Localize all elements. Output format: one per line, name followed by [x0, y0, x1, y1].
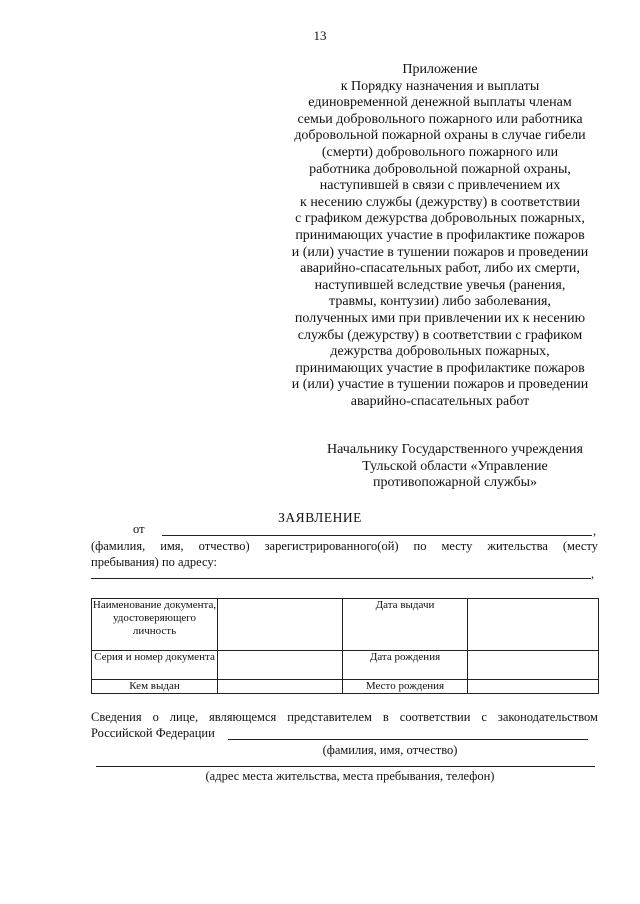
doc-series-label: Серия и номер документа: [92, 651, 218, 680]
birth-place-label: Место рождения: [343, 680, 468, 694]
caption-word: в: [382, 710, 389, 724]
caption-word: имя,: [160, 539, 184, 553]
applicant-address-line[interactable]: [91, 578, 591, 579]
appendix-line: наступившей вследствие увечья (ранения,: [314, 277, 566, 293]
applicant-caption: [91, 539, 598, 554]
addressee-line: Тульской области «Управление: [362, 458, 548, 474]
caption-word: представителем: [287, 710, 372, 724]
appendix-line: с графиком дежурства добровольных пожарных,: [295, 211, 585, 227]
appendix-line: принимающих участие в профилактике пожаров: [295, 227, 585, 243]
appendix-line: полученных ими при привлечении их к несению: [294, 310, 586, 326]
birth-place-value[interactable]: [468, 680, 599, 694]
appendix-line: семьи добровольного пожарного или работника: [297, 111, 583, 127]
appendix-line: аварийно-спасательных работ, либо их смерти,: [300, 261, 580, 277]
caption-word: лице,: [169, 710, 199, 724]
caption-word: зарегистрированного(ой): [264, 539, 399, 553]
representative-country-label: Российской Федерации: [91, 726, 215, 740]
doc-series-value[interactable]: [218, 651, 343, 680]
doc-name-value[interactable]: [218, 599, 343, 651]
issue-date-value[interactable]: [468, 599, 599, 651]
doc-name-label: Наименование документа, удостоверяющего личность: [92, 599, 218, 651]
issued-by-value[interactable]: [218, 680, 343, 694]
caption-word: по: [413, 539, 427, 553]
appendix-line: к Порядку назначения и выплаты: [340, 78, 540, 94]
issued-by-label: Кем выдан: [92, 680, 218, 694]
document-title: ЗАЯВЛЕНИЕ: [278, 510, 362, 525]
appendix-line: работника добровольной пожарной охраны,: [309, 161, 571, 177]
appendix-header: [270, 62, 610, 410]
representative-address-caption: (адрес места жительства, места пребывания, телефон): [205, 769, 495, 783]
appendix-line: и (или) участие в тушении пожаров и проведении: [291, 377, 589, 393]
issue-date-label: Дата выдачи: [343, 599, 468, 651]
applicant-name-line[interactable]: [162, 535, 592, 536]
address-caption: пребывания) по адресу:: [91, 555, 217, 569]
caption-word: соответствии: [399, 710, 471, 724]
caption-word: являющемся: [209, 710, 277, 724]
representative-address-line[interactable]: [96, 766, 595, 767]
addressee-line: Начальнику Государственного учреждения: [327, 442, 583, 457]
appendix-line: и (или) участие в тушении пожаров и проведении: [291, 244, 589, 260]
representative-name-line[interactable]: [228, 739, 588, 740]
appendix-line: Приложение: [402, 62, 478, 77]
representative-info-text: [91, 710, 598, 725]
addressee-line: противопожарной службы»: [373, 475, 537, 490]
page-number: 13: [313, 28, 327, 43]
appendix-line: (смерти) добровольного пожарного или: [321, 144, 559, 160]
caption-word: законодательством: [497, 710, 598, 724]
from-label: от: [133, 522, 145, 536]
caption-word: о: [152, 710, 159, 724]
caption-word: (месту: [562, 539, 598, 553]
appendix-line: дежурства добровольных пожарных,: [330, 344, 550, 360]
birth-date-label: Дата рождения: [343, 651, 468, 680]
appendix-line: аварийно-спасательных работ: [350, 393, 530, 409]
appendix-line: принимающих участие в профилактике пожаров: [295, 360, 585, 376]
caption-word: отчество): [198, 539, 250, 553]
caption-word: Сведения: [91, 710, 142, 724]
caption-word: с: [481, 710, 487, 724]
appendix-line: травмы, контузии) либо заболевания,: [329, 294, 551, 310]
caption-word: месту: [441, 539, 473, 553]
appendix-line: наступившей в связи с привлечением их: [319, 178, 561, 194]
appendix-line: добровольной пожарной охраны в случае гибели: [294, 128, 586, 144]
caption-word: жительства: [487, 539, 548, 553]
appendix-line: к несению службы (дежурству) в соответствии: [300, 194, 580, 210]
addressee-block: [300, 442, 610, 492]
table-row: [92, 599, 599, 651]
representative-name-caption: (фамилия, имя, отчество): [322, 743, 458, 757]
applicant-name-comma: ,: [593, 524, 597, 538]
appendix-line: службы (дежурству) в соответствии с графиком: [297, 327, 583, 343]
caption-word: (фамилия,: [91, 539, 146, 553]
address-comma: ,: [591, 567, 595, 581]
birth-date-value[interactable]: [468, 651, 599, 680]
appendix-line: единовременной денежной выплаты членам: [308, 95, 572, 111]
table-row: [92, 651, 599, 680]
identity-document-table: [91, 598, 599, 694]
table-row: [92, 680, 599, 694]
